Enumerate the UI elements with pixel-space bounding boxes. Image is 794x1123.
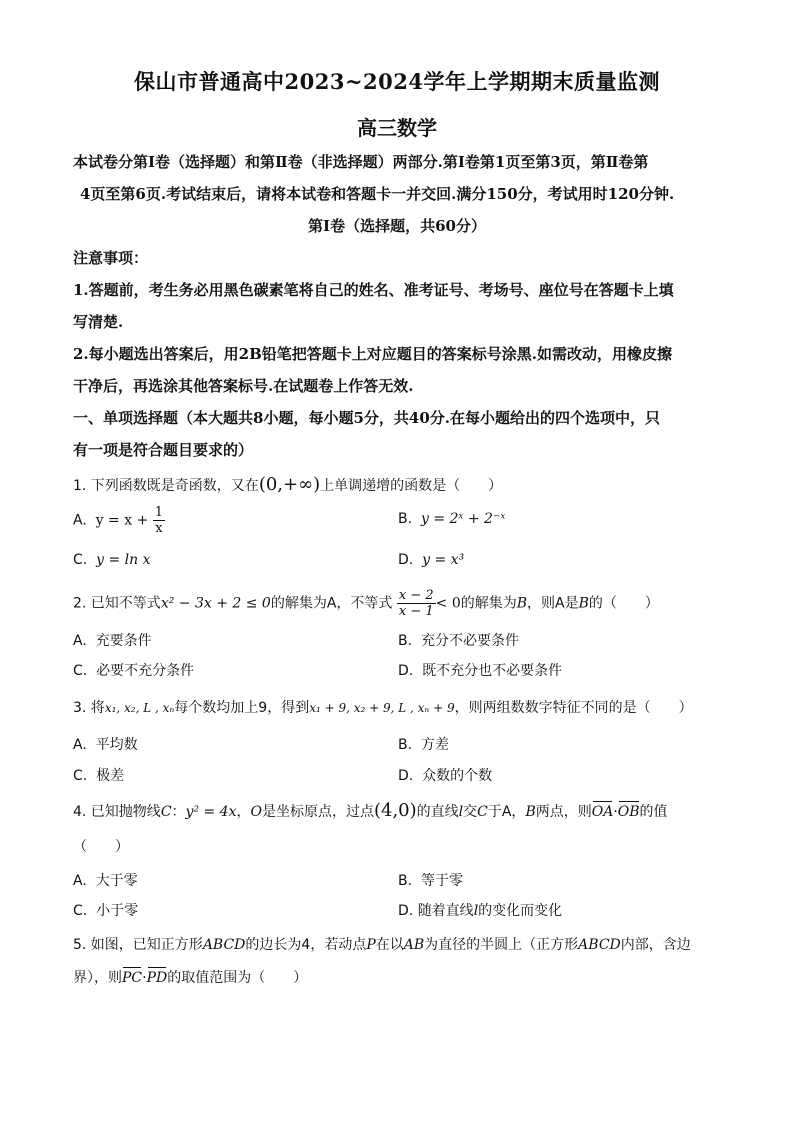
question-4-answer-paren: （ ） bbox=[73, 839, 129, 855]
option-text-post: 的变化而变化 bbox=[478, 903, 563, 919]
part-title: 第Ⅰ卷（选择题，共60分） bbox=[308, 217, 486, 235]
fraction bbox=[153, 505, 165, 536]
option-text: 大于零 bbox=[95, 873, 138, 889]
option-label: A. bbox=[73, 873, 87, 889]
question-2-set-b-2: B bbox=[578, 595, 589, 612]
notice-item-2-line-2: 干净后，再选涂其他答案标号.在试题卷上作答无效. bbox=[73, 377, 414, 395]
option-text: 极差 bbox=[96, 768, 125, 784]
question-2-mid-1: 的解集为A，不等式 bbox=[270, 595, 393, 612]
question-5-line-2-post: 的取值范围为（ ） bbox=[167, 970, 308, 986]
option-label: B. bbox=[398, 511, 413, 527]
dot-operator: · bbox=[613, 804, 618, 820]
option-label: C. bbox=[73, 552, 88, 568]
fraction-numerator: x − 2 bbox=[398, 588, 434, 603]
option-text: 既不充分也不必要条件 bbox=[422, 663, 563, 679]
vector-pd: PD bbox=[146, 970, 168, 986]
question-1-pre: 1. 下列函数既是奇函数，又在 bbox=[73, 478, 259, 494]
fraction-denominator: x − 1 bbox=[398, 604, 434, 619]
option-label: B. bbox=[398, 737, 413, 753]
question-5-mid-2: 在以 bbox=[375, 937, 404, 953]
question-2-mid-2: 的解集为 bbox=[460, 595, 517, 612]
question-5-mid-4: 内部，含边 bbox=[620, 937, 691, 953]
option-formula: y = ln x bbox=[96, 552, 151, 568]
notice-item-2-line-1: 2.每小题选出答案后，用2B铅笔把答题卡上对应题目的答案标号涂黑.如需改动，用橡皮擦 bbox=[73, 345, 673, 363]
option-text: 平均数 bbox=[95, 737, 138, 753]
option-text: 必要不充分条件 bbox=[96, 663, 195, 679]
question-2-fraction bbox=[397, 588, 436, 619]
question-5-square-2: ABCD bbox=[578, 937, 621, 953]
question-4-stem bbox=[73, 800, 668, 821]
question-3-option-a bbox=[73, 734, 138, 754]
option-label: D. bbox=[398, 768, 414, 784]
option-formula: y = x + bbox=[95, 512, 149, 529]
question-5-pre: 5. 如图，已知正方形 bbox=[73, 937, 203, 953]
option-text: 等于零 bbox=[420, 873, 463, 889]
vector-ob: OB bbox=[617, 804, 640, 820]
option-label: C. bbox=[73, 663, 88, 679]
option-text: 小于零 bbox=[96, 903, 139, 919]
question-1-option-b bbox=[398, 511, 505, 527]
question-2-inequality-1: x² − 3x + 2 ≤ 0 bbox=[160, 595, 271, 612]
question-4-mid-6: 两点，则 bbox=[535, 804, 592, 820]
question-3-mid-1: 每个数均加上9，得到 bbox=[174, 700, 310, 716]
question-4-curve-2: C bbox=[477, 804, 488, 820]
option-text: 充分不必要条件 bbox=[420, 633, 519, 649]
question-4-option-b bbox=[398, 870, 463, 890]
question-3-sequence-1: x₁, x₂, L , xₙ bbox=[104, 701, 175, 715]
option-text-pre: 随着直线 bbox=[417, 903, 474, 919]
option-label: C. bbox=[73, 768, 88, 784]
question-2-stem bbox=[73, 588, 659, 619]
question-5-point: P bbox=[366, 937, 376, 953]
question-4-point: (4,0) bbox=[373, 800, 417, 821]
option-text: 众数的个数 bbox=[422, 768, 493, 784]
option-label: D. bbox=[398, 663, 414, 679]
question-4-mid-2: 是坐标原点，过点 bbox=[261, 804, 374, 820]
question-2-option-d bbox=[398, 660, 562, 680]
question-4-option-c bbox=[73, 900, 138, 920]
question-4-origin: O bbox=[250, 804, 262, 820]
notice-heading: 注意事项： bbox=[73, 249, 149, 267]
question-3-pre: 3. 将 bbox=[73, 700, 105, 716]
question-3-sequence-2: x₁ + 9, x₂ + 9, L , xₙ + 9 bbox=[309, 701, 455, 715]
question-1-option-c bbox=[73, 552, 151, 568]
question-5-stem-line-2 bbox=[73, 967, 307, 987]
section-1-line-2: 有一项是符合题目要求的） bbox=[73, 441, 254, 459]
dot-operator: · bbox=[142, 970, 147, 986]
question-2-post: 的（ ） bbox=[588, 595, 659, 612]
question-1-interval: (0,+∞) bbox=[258, 474, 321, 495]
question-4-line: l bbox=[458, 804, 464, 820]
question-4-mid-5: 于A， bbox=[487, 804, 526, 820]
option-label: C. bbox=[73, 903, 88, 919]
question-4-pre: 4. 已知抛物线 bbox=[73, 804, 161, 820]
question-5-square: ABCD bbox=[202, 937, 246, 953]
fraction-denominator: x bbox=[155, 521, 163, 536]
question-4-mid-3: 的直线 bbox=[416, 804, 459, 820]
question-4-option-a bbox=[73, 870, 138, 890]
question-2-inequality-2-tail: < 0 bbox=[435, 595, 461, 612]
question-4-mid-4: 交 bbox=[463, 804, 478, 820]
question-3-post: ，则两组数数字特征不同的是（ ） bbox=[454, 700, 693, 716]
fraction-numerator: 1 bbox=[154, 505, 164, 520]
question-4-post: 的值 bbox=[639, 804, 668, 820]
question-4-curve: C bbox=[160, 804, 172, 820]
option-label: A. bbox=[73, 633, 87, 649]
option-label: B. bbox=[398, 873, 413, 889]
question-4-equation: y² = 4x bbox=[185, 804, 237, 820]
question-5-mid-1: 的边长为4，若动点 bbox=[245, 937, 367, 953]
question-4-mid-1: ， bbox=[236, 804, 251, 820]
question-5-mid-3: 为直径的半圆上（正方形 bbox=[424, 937, 579, 953]
notice-item-1-line-2: 写清楚. bbox=[73, 313, 124, 331]
question-2-option-a bbox=[73, 630, 152, 650]
option-line-symbol: l bbox=[473, 903, 479, 919]
option-label: D. bbox=[398, 903, 414, 919]
question-2-option-b bbox=[398, 630, 519, 650]
option-label: A. bbox=[73, 737, 87, 753]
question-4-point-b: B bbox=[525, 804, 536, 820]
question-5-segment: AB bbox=[403, 937, 425, 953]
question-2-mid-3: ，则A是 bbox=[527, 595, 579, 612]
question-4-option-d bbox=[398, 900, 562, 920]
question-2-pre: 2. 已知不等式 bbox=[73, 595, 161, 612]
intro-line-2: 4页至第6页.考试结束后，请将本试卷和答题卡一并交回.满分150分，考试用时120分钟. bbox=[80, 185, 675, 203]
vector-pc: PC bbox=[122, 970, 143, 986]
question-1-option-a bbox=[73, 505, 165, 536]
option-label: D. bbox=[398, 552, 414, 568]
page-subtitle: 高三数学 bbox=[357, 116, 437, 140]
option-label: B. bbox=[398, 633, 413, 649]
intro-line-1: 本试卷分第Ⅰ卷（选择题）和第Ⅱ卷（非选择题）两部分.第Ⅰ卷第1页至第3页，第Ⅱ卷第 bbox=[73, 153, 649, 171]
question-1-option-d bbox=[398, 552, 464, 568]
question-3-option-b bbox=[398, 734, 449, 754]
question-1-post: 上单调递增的函数是（ ） bbox=[320, 478, 503, 494]
notice-item-1-line-1: 1.答题前，考生务必用黑色碳素笔将自己的姓名、准考证号、考场号、座位号在答题卡上填 bbox=[73, 281, 674, 299]
option-formula: y = 2ˣ + 2⁻ˣ bbox=[420, 511, 506, 527]
question-1-stem bbox=[73, 474, 502, 495]
option-label: A. bbox=[73, 512, 87, 529]
question-5-stem-line-1 bbox=[73, 934, 691, 954]
vector-oa: OA bbox=[591, 804, 614, 820]
question-3-option-d bbox=[398, 765, 492, 785]
question-2-option-c bbox=[73, 660, 194, 680]
option-formula: y = x³ bbox=[422, 552, 465, 568]
question-5-line-2-pre: 界），则 bbox=[73, 970, 122, 986]
page-title: 保山市普通高中2023~2024学年上学期期末质量监测 bbox=[134, 69, 660, 94]
option-text: 充要条件 bbox=[95, 633, 152, 649]
section-1-line-1: 一、单项选择题（本大题共8小题，每小题5分，共40分.在每小题给出的四个选项中，只 bbox=[73, 409, 660, 427]
question-3-option-c bbox=[73, 765, 124, 785]
question-3-stem bbox=[73, 697, 693, 717]
question-2-set-b: B bbox=[516, 595, 528, 612]
question-4-colon: ： bbox=[171, 804, 186, 820]
option-text: 方差 bbox=[420, 737, 449, 753]
